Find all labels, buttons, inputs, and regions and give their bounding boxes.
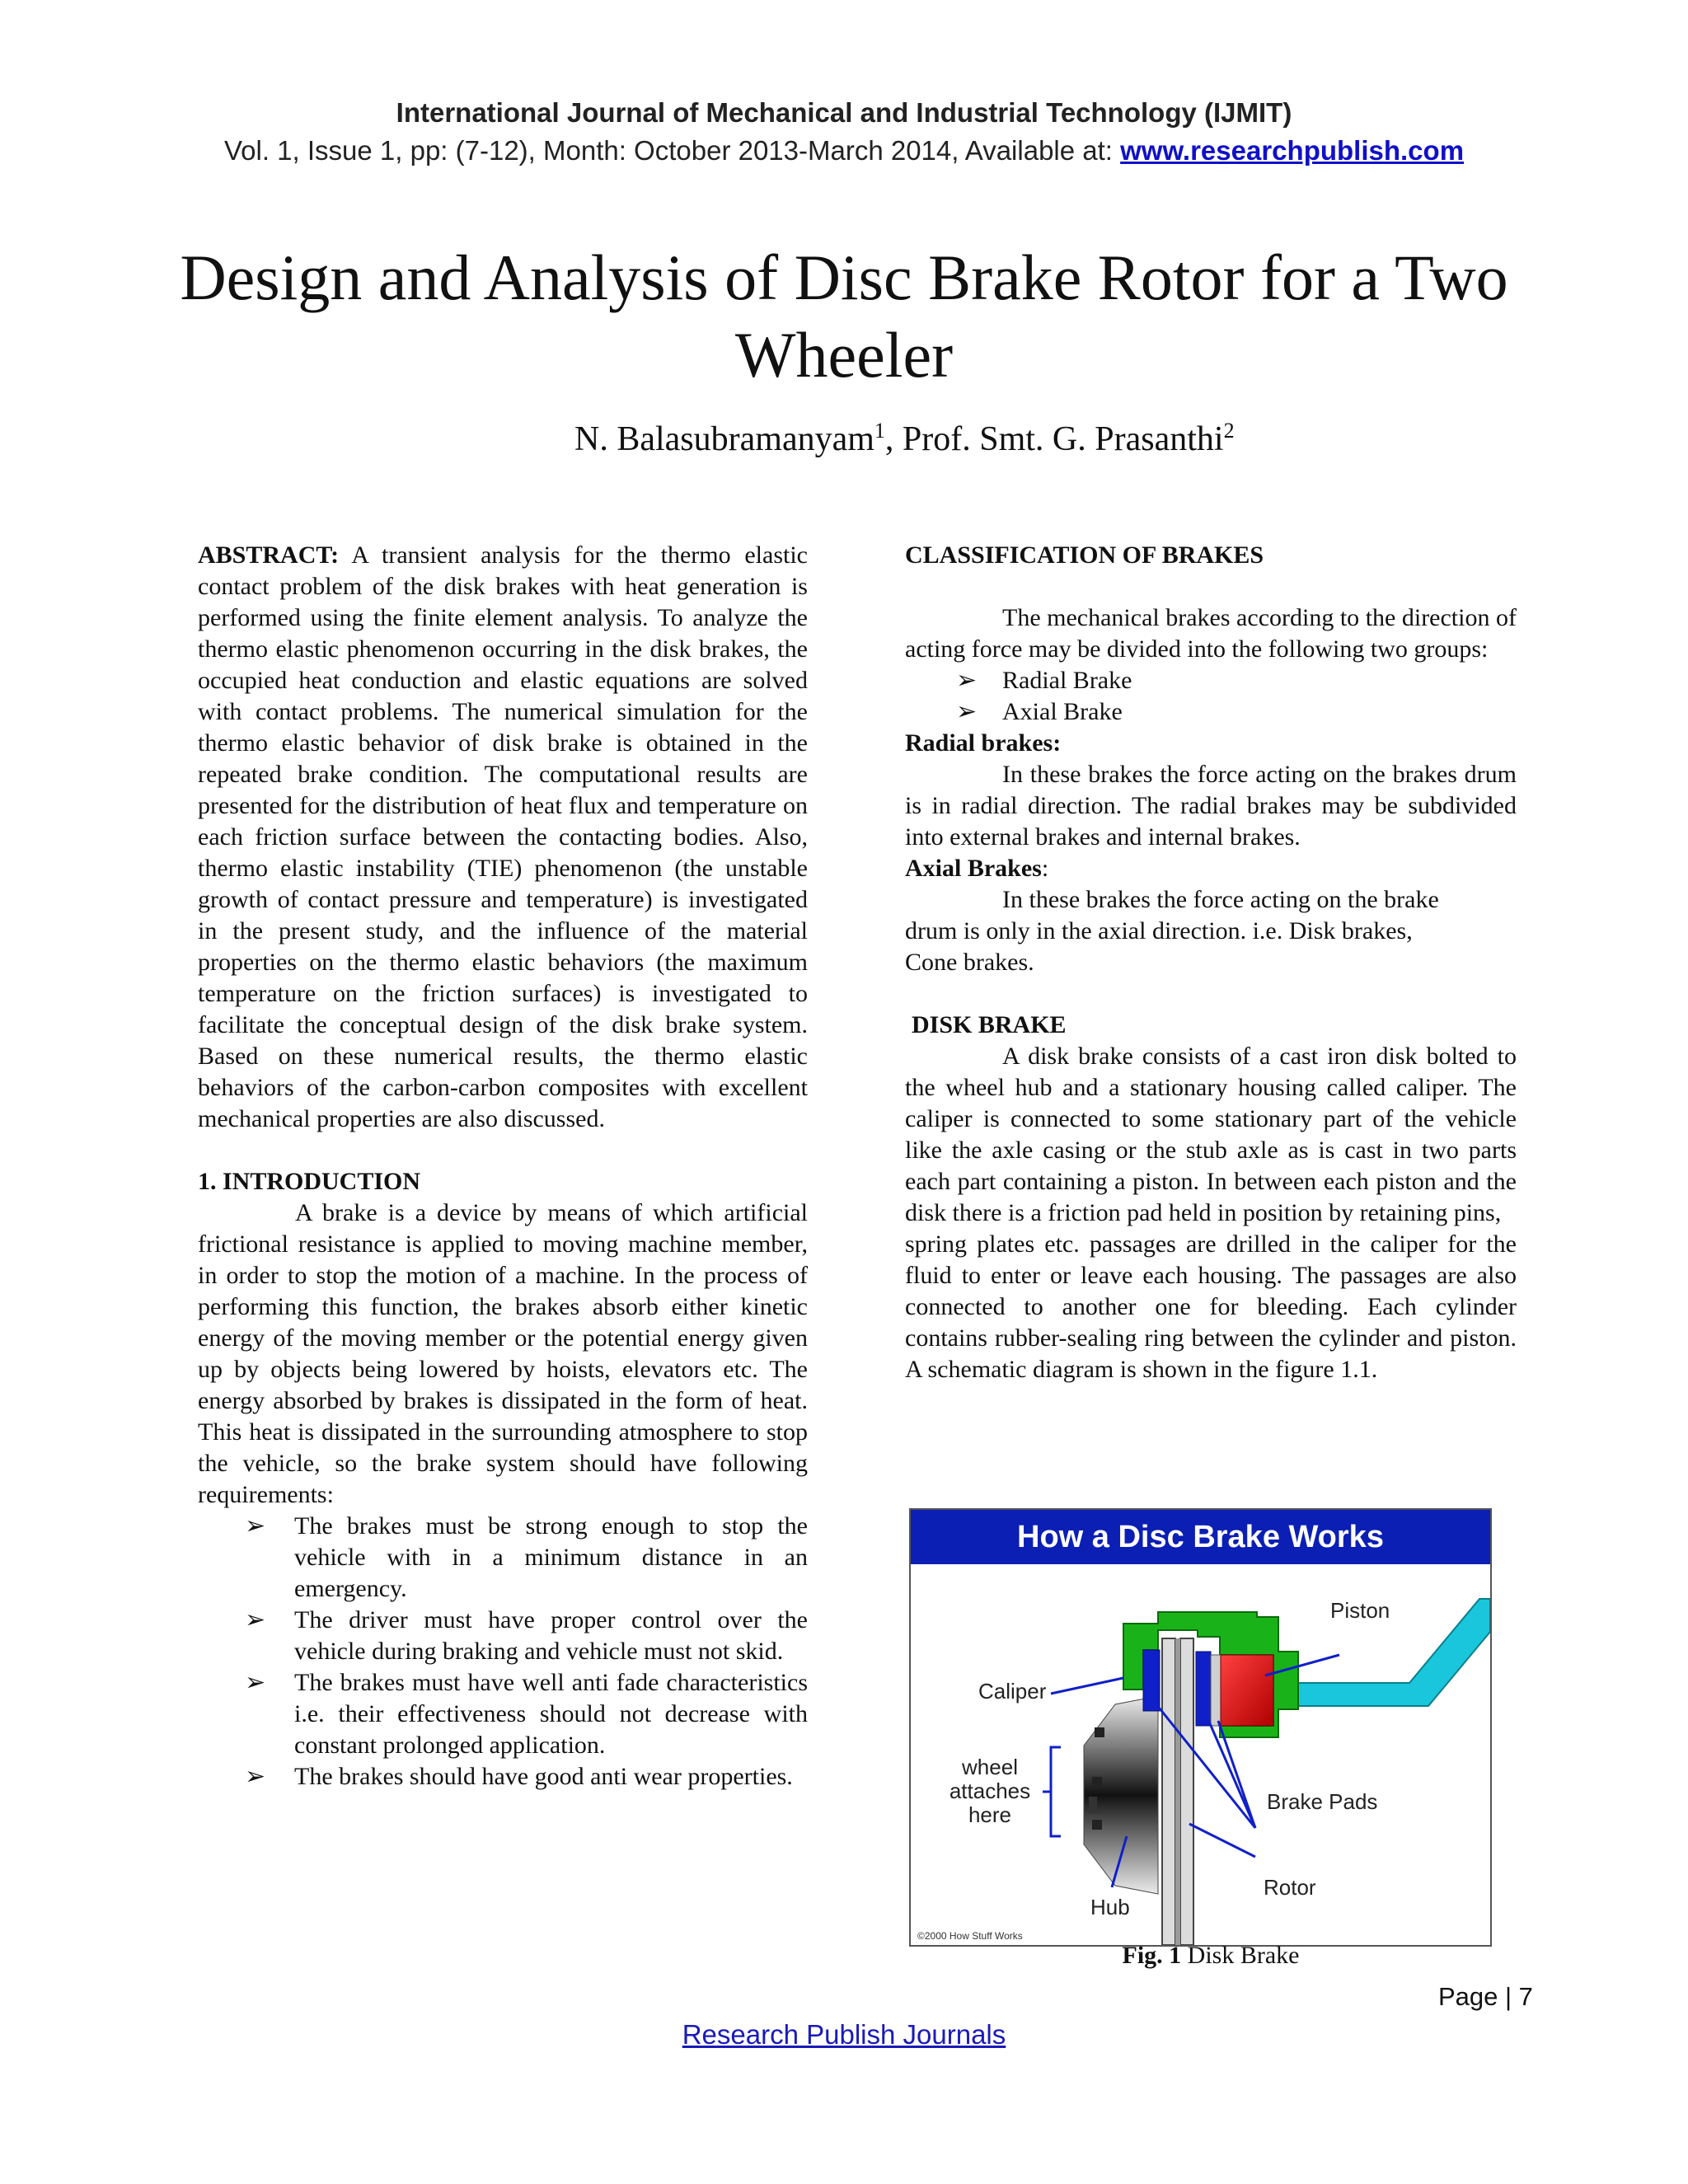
issue-text: Vol. 1, Issue 1, pp: (7-12), Month: October 2013-March 2014, Available at: (223, 135, 1121, 166)
introduction-text: A brake is a device by means of which artificial frictional resistance is applied to moving machine member, in order to stop the motion of a machine. In the process of performing this function, the brakes absorb either kinetic energy of the moving member or the potential energy given up by objects being lowered by hoists, elevators etc. The energy absorbed by brakes is dissipated in the form of heat. This heat is dissipated in the surrounding atmosphere to stop the vehicle, so the brake system should have following requirements: (198, 1199, 808, 1508)
author-1: N. Balasubramanyam (574, 420, 874, 458)
arrow-bullet-icon: ➢ (245, 1669, 266, 1696)
axial-brakes-line-2: drum is only in the axial direction. i.e. Disk brakes, (905, 917, 1413, 944)
radial-brakes-heading: Radial brakes: (905, 729, 1062, 757)
list-item: ➢ Axial Brake (905, 696, 1517, 728)
left-column (198, 540, 808, 1793)
brake-pad-left (1143, 1650, 1160, 1711)
journal-link[interactable]: www.researchpublish.com (1120, 135, 1465, 166)
radial-brakes-text: In these brakes the force acting on the brakes drum is in radial direction. The radial brakes may be subdivided into external brakes and internal brakes. (905, 761, 1517, 851)
arrow-bullet-icon: ➢ (245, 1512, 266, 1540)
abstract-label: ABSTRACT: (198, 541, 340, 569)
caliper-label: Caliper (978, 1679, 1047, 1704)
arrow-bullet-icon: ➢ (956, 667, 978, 694)
paper-title: Design and Analysis of Disc Brake Rotor for a Two Wheeler (180, 241, 1508, 391)
disc-brake-figure (909, 1508, 1492, 1947)
axial-brakes-heading: Axial Brakes: (905, 855, 1049, 882)
list-item: ➢ The brakes must have well anti fade characteristics i.e. their effectiveness should not decrease with constant prolonged application. (245, 1669, 808, 1759)
classification-text: The mechanical brakes according to the direction of acting force may be divided into the following two groups: (905, 604, 1517, 663)
hub-label: Hub (1090, 1895, 1130, 1919)
list-item: ➢ The brakes should have good anti wear properties. (198, 1761, 808, 1793)
piston-shape (1221, 1655, 1273, 1726)
author-2: Prof. Smt. G. Prasanthi (902, 420, 1224, 458)
issue-info (0, 135, 1688, 166)
author-2-affiliation: 2 (1223, 419, 1235, 443)
classification-heading: CLASSIFICATION OF BRAKES (905, 541, 1264, 569)
figure-title: How a Disc Brake Works (911, 1510, 1490, 1564)
right-column (905, 540, 1517, 1385)
abstract (198, 540, 808, 1135)
brake-types-list (905, 665, 1517, 728)
figure-caption: Fig. 1 Disk Brake (1122, 1942, 1300, 1969)
journal-name: International Journal of Mechanical and Industrial Technology (IJMIT) (396, 97, 1292, 128)
axial-brakes-line-3: Cone brakes. (905, 949, 1034, 976)
list-item: ➢ The brakes must be strong enough to stop the vehicle with in a minimum distance in an emergency. (245, 1512, 808, 1602)
piston-label: Piston (1330, 1598, 1390, 1623)
authors (574, 419, 1235, 459)
author-1-affiliation: 1 (874, 419, 885, 443)
rotor-disc (1162, 1638, 1175, 1945)
abstract-text: A transient analysis for the thermo elastic contact problem of the disk brakes with heat generation is performed using the finite element analysis. To analyze the thermo elastic phenomenon occurring in the disk brakes, the occupied heat conduction and elastic equations are solved with contact problems. The numerical simulation for the thermo elastic behavior of disk brake is obtained in the repeated brake condition. The computational results are presented for the distribution of heat flux and temperature on each friction surface between the contacting bodies. Also, thermo elastic instability (TIE) phenomenon (the unstable growth of contact pressure and temperature) is investigated in the present study, and the influence of the material properties on the thermo elastic behaviors (the maximum temperature on the friction surfaces) is investigated to facilitate the conceptual design of the disk brake system. Based on these numerical results, the thermo elastic behaviors of the carbon-carbon composites with excellent mechanical properties are also discussed. (198, 541, 808, 1132)
page-number: Page | 7 (1438, 1982, 1533, 2011)
brake-pad-right (1196, 1652, 1211, 1726)
disk-brake-text-2: spring plates etc. passages are drilled in the caliper for the fluid to enter or leave each housing. The passages are also connected to another one for bleeding. Each cylinder contains rubber-sealing ring between the cylinder and piston. A schematic diagram is shown in the figure 1.1. (905, 1230, 1517, 1383)
list-item: ➢ The driver must have proper control over the vehicle during braking and vehicle must not skid. (245, 1606, 808, 1665)
footer (0, 2019, 1688, 2050)
requirements-list (198, 1511, 808, 1793)
wheel-attaches-label: wheel attaches here (949, 1755, 1031, 1827)
footer-link[interactable]: Research Publish Journals (682, 2019, 1006, 2050)
list-item: ➢ Radial Brake (905, 665, 1517, 696)
introduction-heading: 1. INTRODUCTION (198, 1168, 421, 1195)
axial-brakes-line-1: In these brakes the force acting on the brake (1002, 886, 1439, 913)
author-separator: , (884, 420, 903, 458)
rotor-label: Rotor (1264, 1875, 1316, 1900)
disk-brake-text-1: A disk brake consists of a cast iron disk bolted to the wheel hub and a stationary housing called caliper. The caliper is connected to some stationary part of the vehicle like the axle casing or the stub axle as is cast in two parts each part containing a piston. In between each piston and the disk there is a friction pad held in position by retaining pins, (905, 1043, 1517, 1226)
arrow-bullet-icon: ➢ (956, 698, 978, 725)
disk-brake-heading: DISK BRAKE (912, 1011, 1067, 1038)
brake-pads-label: Brake Pads (1267, 1789, 1378, 1814)
figure-copyright: ©2000 How Stuff Works (917, 1930, 1023, 1942)
arrow-bullet-icon: ➢ (245, 1763, 266, 1790)
arrow-bullet-icon: ➢ (245, 1606, 266, 1633)
hub-shape (1084, 1696, 1158, 1894)
